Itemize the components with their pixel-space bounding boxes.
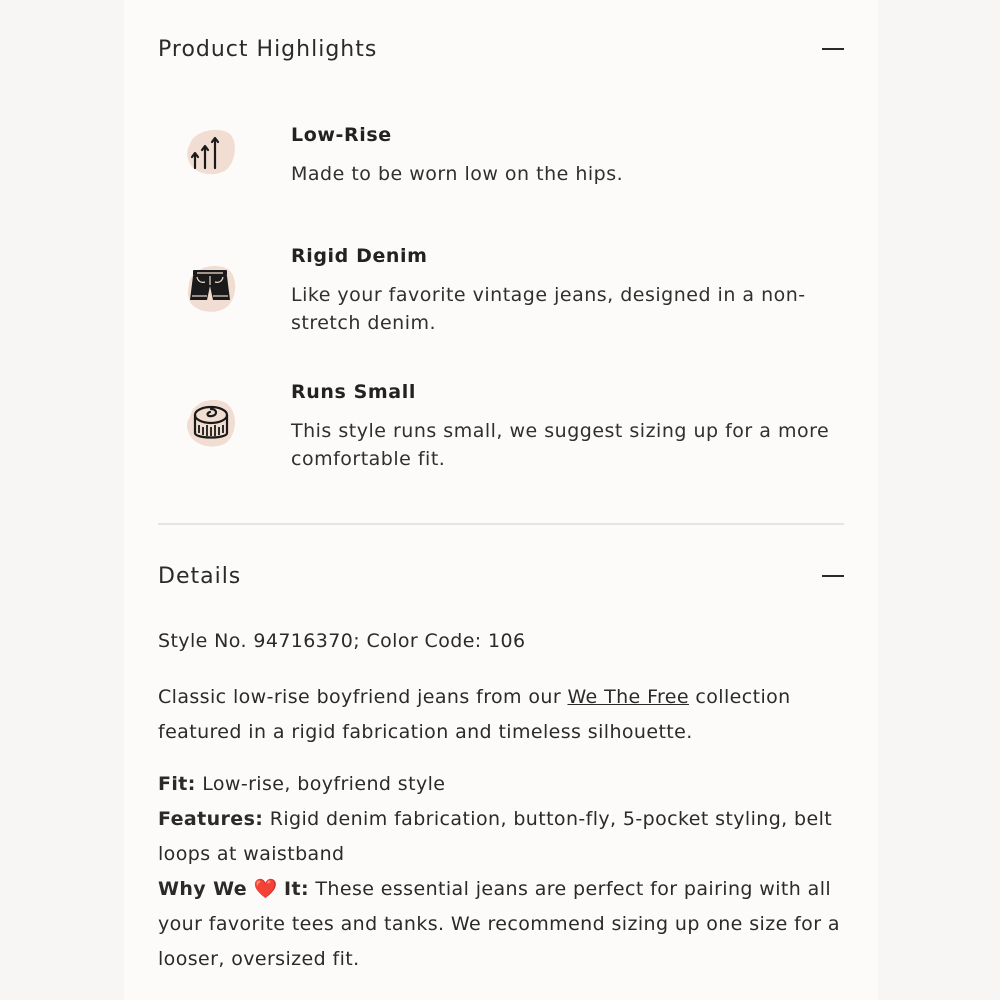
details-intro — [158, 680, 848, 750]
measuring-tape-icon — [184, 395, 238, 449]
fit-line — [158, 767, 848, 802]
highlight-title: Rigid Denim — [291, 245, 428, 267]
highlight-description: This style runs small, we suggest sizing up for a more comfortable fit. — [291, 420, 830, 470]
collapse-minus-icon[interactable] — [822, 48, 844, 50]
why-value: These essential jeans are perfect for pairing with all your favorite tees and tanks. We recommend sizing up one size for a looser, oversized fit. — [158, 878, 840, 970]
fit-label: Fit: — [158, 773, 196, 795]
fit-value: Low-rise, boyfriend style — [195, 773, 446, 795]
section-divider — [158, 523, 844, 525]
highlight-description: Like your favorite vintage jeans, designed in a non-stretch denim. — [291, 284, 806, 334]
why-label: Why We — [158, 878, 248, 900]
details-header[interactable] — [158, 556, 844, 596]
why-label: It: — [284, 878, 309, 900]
highlight-title: Runs Small — [291, 381, 416, 403]
highlight-title: Low-Rise — [291, 124, 392, 146]
highlight-description: Made to be worn low on the hips. — [291, 163, 624, 185]
we-the-free-link[interactable]: We The Free — [567, 686, 689, 708]
features-value: Rigid denim fabrication, button-fly, 5-pocket styling, belt loops at waistband — [158, 808, 833, 865]
intro-text: Classic low-rise boyfriend jeans from our — [158, 686, 568, 708]
style-number: Style No. 94716370; Color Code: 106 — [158, 630, 526, 652]
denim-shorts-icon — [184, 260, 238, 314]
heart-icon: ❤️ — [253, 878, 278, 900]
highlights-header[interactable] — [158, 29, 844, 69]
collapse-minus-icon[interactable] — [822, 575, 844, 577]
why-we-love-it-line — [158, 872, 848, 977]
highlights-title: Product Highlights — [158, 36, 378, 62]
rise-arrows-icon — [184, 124, 238, 178]
features-label: Features: — [158, 808, 264, 830]
features-line — [158, 802, 848, 872]
intro-text: collection featured in a rigid fabrication and timeless silhouette. — [158, 686, 791, 743]
details-specs — [158, 767, 848, 977]
details-title: Details — [158, 563, 242, 589]
